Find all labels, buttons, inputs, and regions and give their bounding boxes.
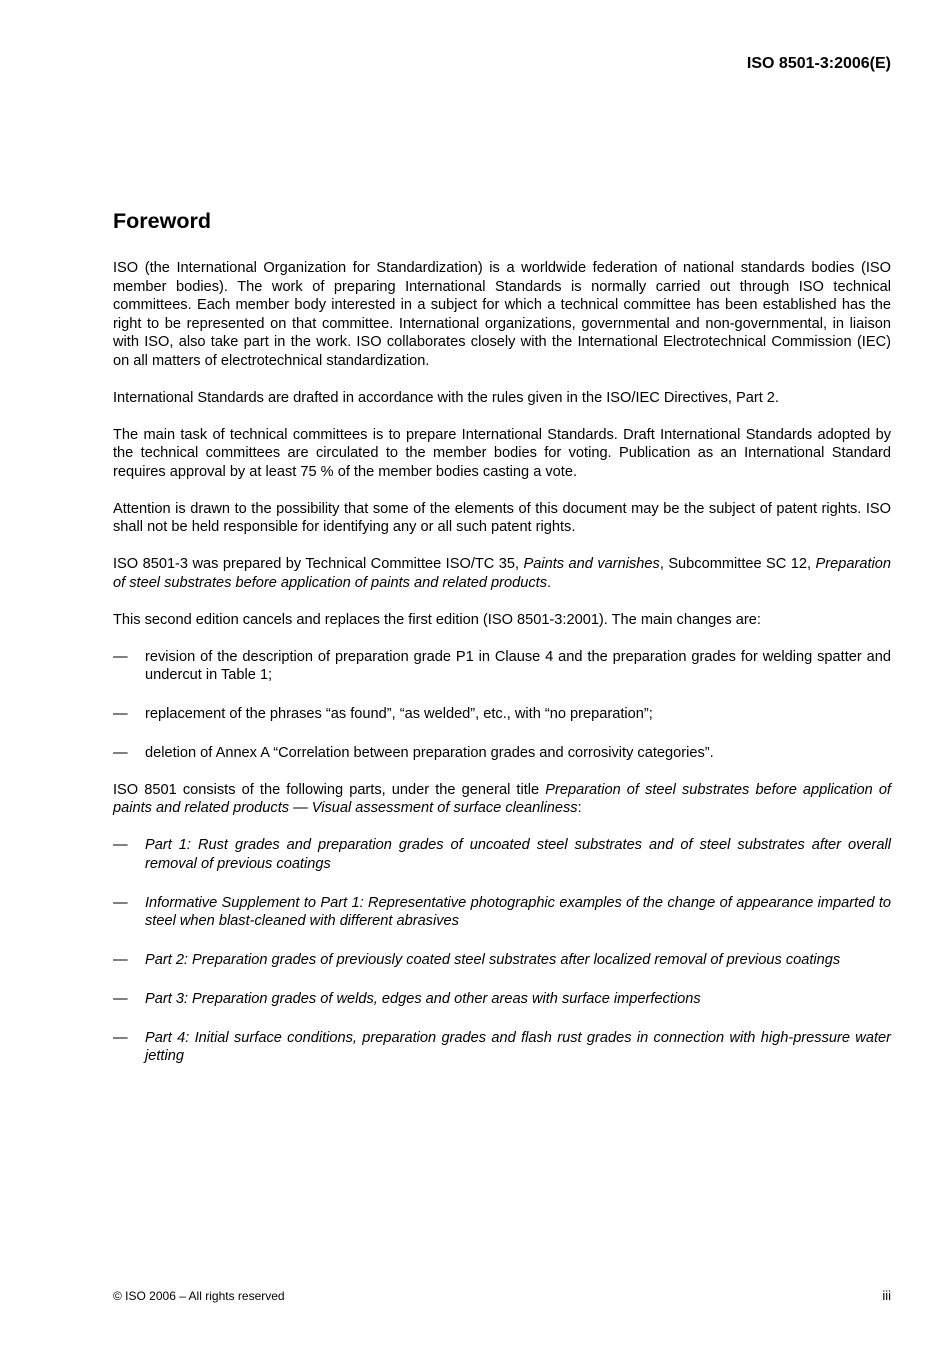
subcommittee-title: Preparation of steel substrates before application of paints and related products	[113, 556, 891, 591]
dash-bullet: —	[113, 990, 128, 1007]
dash-bullet: —	[113, 894, 128, 911]
paragraph-edition: This second edition cancels and replaces the first edition (ISO 8501-3:2001). The main changes are:	[113, 611, 761, 628]
paragraph-iso-intro: ISO (the International Organization for Standardization) is a worldwide federation of national standards bodies (ISO member bodies). The work of preparing International Standards is normally carried out through ISO technical committees. Each member body interested in a subject for which a technical committee has been established has the right to be represented on that committee. International organizations, governmental and non-governmental, in liaison with ISO, also take part in the work. ISO collaborates closely with the International Electrotechnical Commission (IEC) on all matters of electrotechnical standardization.	[113, 260, 891, 369]
page-number: iii	[882, 1288, 891, 1303]
list-item-text: Informative Supplement to Part 1: Representative photographic examples of the change of appearance imparted to steel when blast-cleaned with different abrasives	[145, 894, 891, 930]
text-segment: , Subcommittee SC 12,	[659, 556, 816, 573]
paragraph-directives: International Standards are drafted in accordance with the rules given in the ISO/IEC Directives, Part 2.	[113, 389, 779, 406]
list-item	[113, 990, 891, 1009]
list-item	[113, 744, 891, 763]
list-item-text: Part 2: Preparation grades of previously coated steel substrates after localized removal of previous coatings	[145, 951, 841, 968]
dash-bullet: —	[113, 648, 128, 665]
list-item-text: Part 1: Rust grades and preparation grades of uncoated steel substrates and of steel substrates after overall removal of previous coatings	[145, 837, 891, 872]
dash-bullet: —	[113, 837, 128, 854]
list-item-text: Part 3: Preparation grades of welds, edges and other areas with surface imperfections	[145, 990, 701, 1007]
dash-bullet: —	[113, 744, 128, 761]
text-segment: .	[547, 574, 552, 591]
list-item	[113, 951, 891, 970]
list-item-text: revision of the description of preparation grade P1 in Clause 4 and the preparation grades for welding spatter and undercut in Table 1;	[145, 648, 891, 684]
document-id: ISO 8501-3:2006(E)	[746, 55, 891, 72]
paragraph-prepared-by	[113, 555, 891, 592]
list-item-text: deletion of Annex A “Correlation between preparation grades and corrosivity categories”.	[145, 744, 714, 761]
text-segment: ISO 8501-3 was prepared by Technical Committee ISO/TC 35,	[113, 556, 524, 573]
list-item	[113, 894, 891, 931]
list-item-text: replacement of the phrases “as found”, “as welded”, etc., with “no preparation”;	[145, 706, 653, 723]
committee-title: Paints and varnishes	[523, 556, 660, 573]
changes-list	[113, 648, 891, 763]
footer-copyright: © ISO 2006 – All rights reserved	[113, 1289, 285, 1303]
dash-bullet: —	[113, 951, 128, 968]
list-item	[113, 648, 891, 685]
parts-list	[113, 836, 891, 1066]
list-item-text: Part 4: Initial surface conditions, preparation grades and flash rust grades in connection with high-pressure water jetting	[145, 1029, 891, 1065]
dash-bullet: —	[113, 1029, 128, 1046]
paragraph-patent-rights: Attention is drawn to the possibility that some of the elements of this document may be the subject of patent rights. ISO shall not be held responsible for identifying any or all such patent rights.	[113, 500, 891, 536]
text-segment: :	[577, 800, 582, 817]
general-title: Preparation of steel substrates before application of paints and related products — Visual assessment of surface cleanliness	[113, 781, 891, 817]
list-item	[113, 836, 891, 873]
page-title: Foreword	[113, 209, 211, 233]
list-item	[113, 1029, 891, 1066]
text-segment: ISO 8501 consists of the following parts, under the general title	[113, 781, 546, 798]
dash-bullet: —	[113, 706, 128, 723]
paragraph-technical-committees: The main task of technical committees is to prepare International Standards. Draft International Standards adopted by the technical committees are circulated to the member bodies for voting. Publication as an International Standard requires approval by at least 75 % of the member bodies casting a vote.	[113, 426, 891, 480]
foreword-body	[113, 259, 891, 1086]
list-item	[113, 705, 891, 724]
paragraph-parts-intro	[113, 781, 891, 818]
